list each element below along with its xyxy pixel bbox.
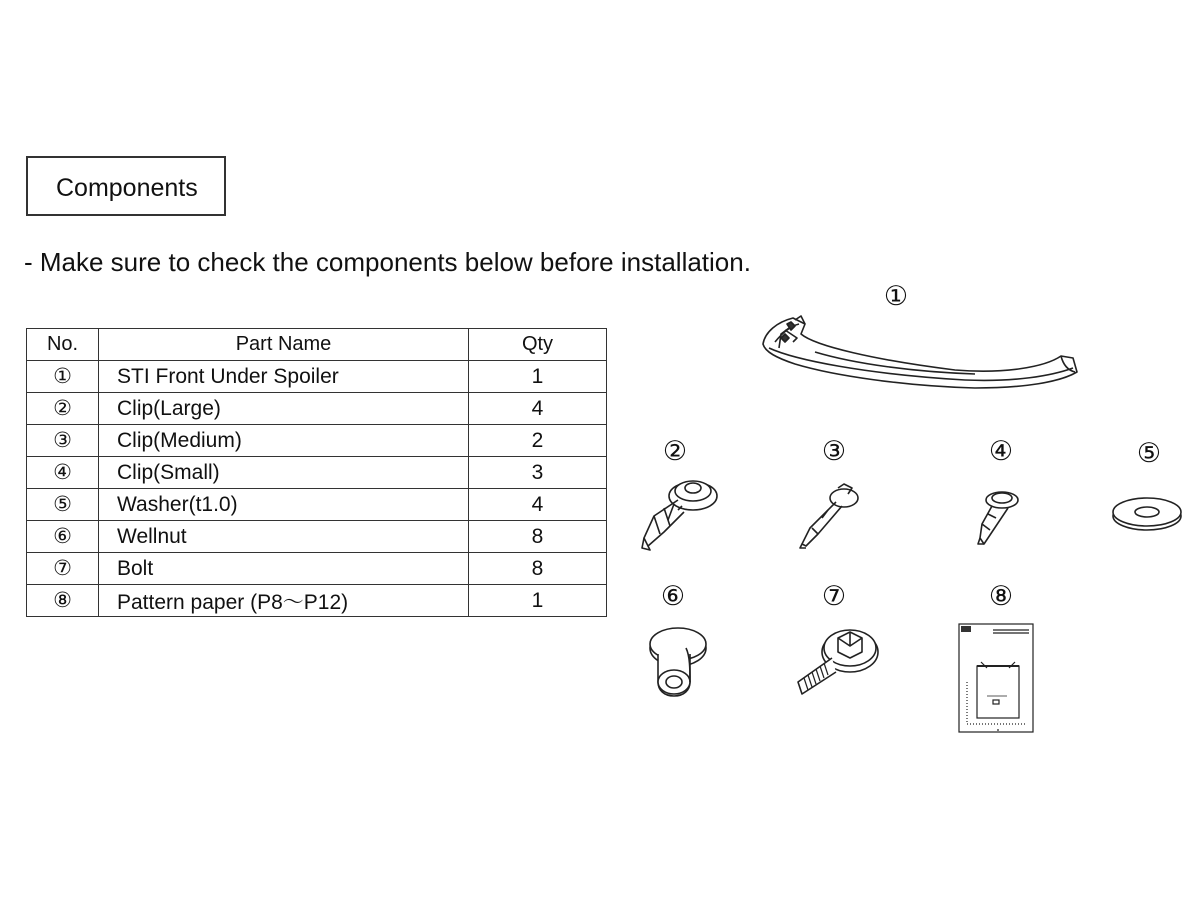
header-qty: Qty	[469, 329, 607, 361]
medium-clip-icon	[798, 482, 864, 550]
row-qty: 3	[469, 457, 607, 489]
row-qty: 1	[469, 585, 607, 617]
header-part-name: Part Name	[99, 329, 469, 361]
components-table	[26, 328, 607, 617]
row-no: ⑥	[27, 521, 99, 553]
row-part-name: Washer(t1.0)	[99, 489, 469, 521]
row-no: ①	[27, 361, 99, 393]
part-label-4: ④	[988, 436, 1014, 466]
table-row	[27, 361, 607, 393]
row-qty: 8	[469, 553, 607, 585]
row-part-name: Bolt	[99, 553, 469, 585]
row-part-name: Clip(Medium)	[99, 425, 469, 457]
part-label-7: ⑦	[821, 581, 847, 611]
washer-icon	[1110, 494, 1185, 534]
row-part-name: Clip(Small)	[99, 457, 469, 489]
part-label-1: ①	[883, 281, 909, 311]
row-qty: 1	[469, 361, 607, 393]
table-row	[27, 457, 607, 489]
row-no: ⑧	[27, 585, 99, 617]
row-part-name: Pattern paper (P8～P12)	[99, 585, 469, 617]
components-heading: Components	[56, 174, 198, 202]
part-label-5: ⑤	[1136, 438, 1162, 468]
row-no: ④	[27, 457, 99, 489]
row-part-name: STI Front Under Spoiler	[99, 361, 469, 393]
row-qty: 4	[469, 489, 607, 521]
row-qty: 2	[469, 425, 607, 457]
row-qty: 4	[469, 393, 607, 425]
bolt-icon	[792, 624, 884, 700]
large-clip-icon	[638, 476, 723, 554]
pattern-paper-icon	[957, 622, 1037, 737]
part-label-6: ⑥	[660, 581, 686, 611]
row-qty: 8	[469, 521, 607, 553]
wellnut-icon	[638, 626, 710, 698]
table-row	[27, 553, 607, 585]
row-no: ③	[27, 425, 99, 457]
row-part-name: Clip(Large)	[99, 393, 469, 425]
row-part-name: Wellnut	[99, 521, 469, 553]
table-row	[27, 425, 607, 457]
row-no: ②	[27, 393, 99, 425]
part-label-8: ⑧	[988, 581, 1014, 611]
table-row	[27, 521, 607, 553]
row-no: ⑦	[27, 553, 99, 585]
part-label-3: ③	[821, 436, 847, 466]
small-clip-icon	[970, 488, 1025, 548]
row-no: ⑤	[27, 489, 99, 521]
front-under-spoiler-icon	[755, 312, 1085, 397]
table-header-row	[27, 329, 607, 361]
header-no: No.	[27, 329, 99, 361]
table-row	[27, 393, 607, 425]
table-row	[27, 489, 607, 521]
part-label-2: ②	[662, 436, 688, 466]
table-row	[27, 585, 607, 617]
components-heading-box	[26, 156, 226, 216]
instruction-text: - Make sure to check the components below before installation.	[24, 247, 751, 277]
